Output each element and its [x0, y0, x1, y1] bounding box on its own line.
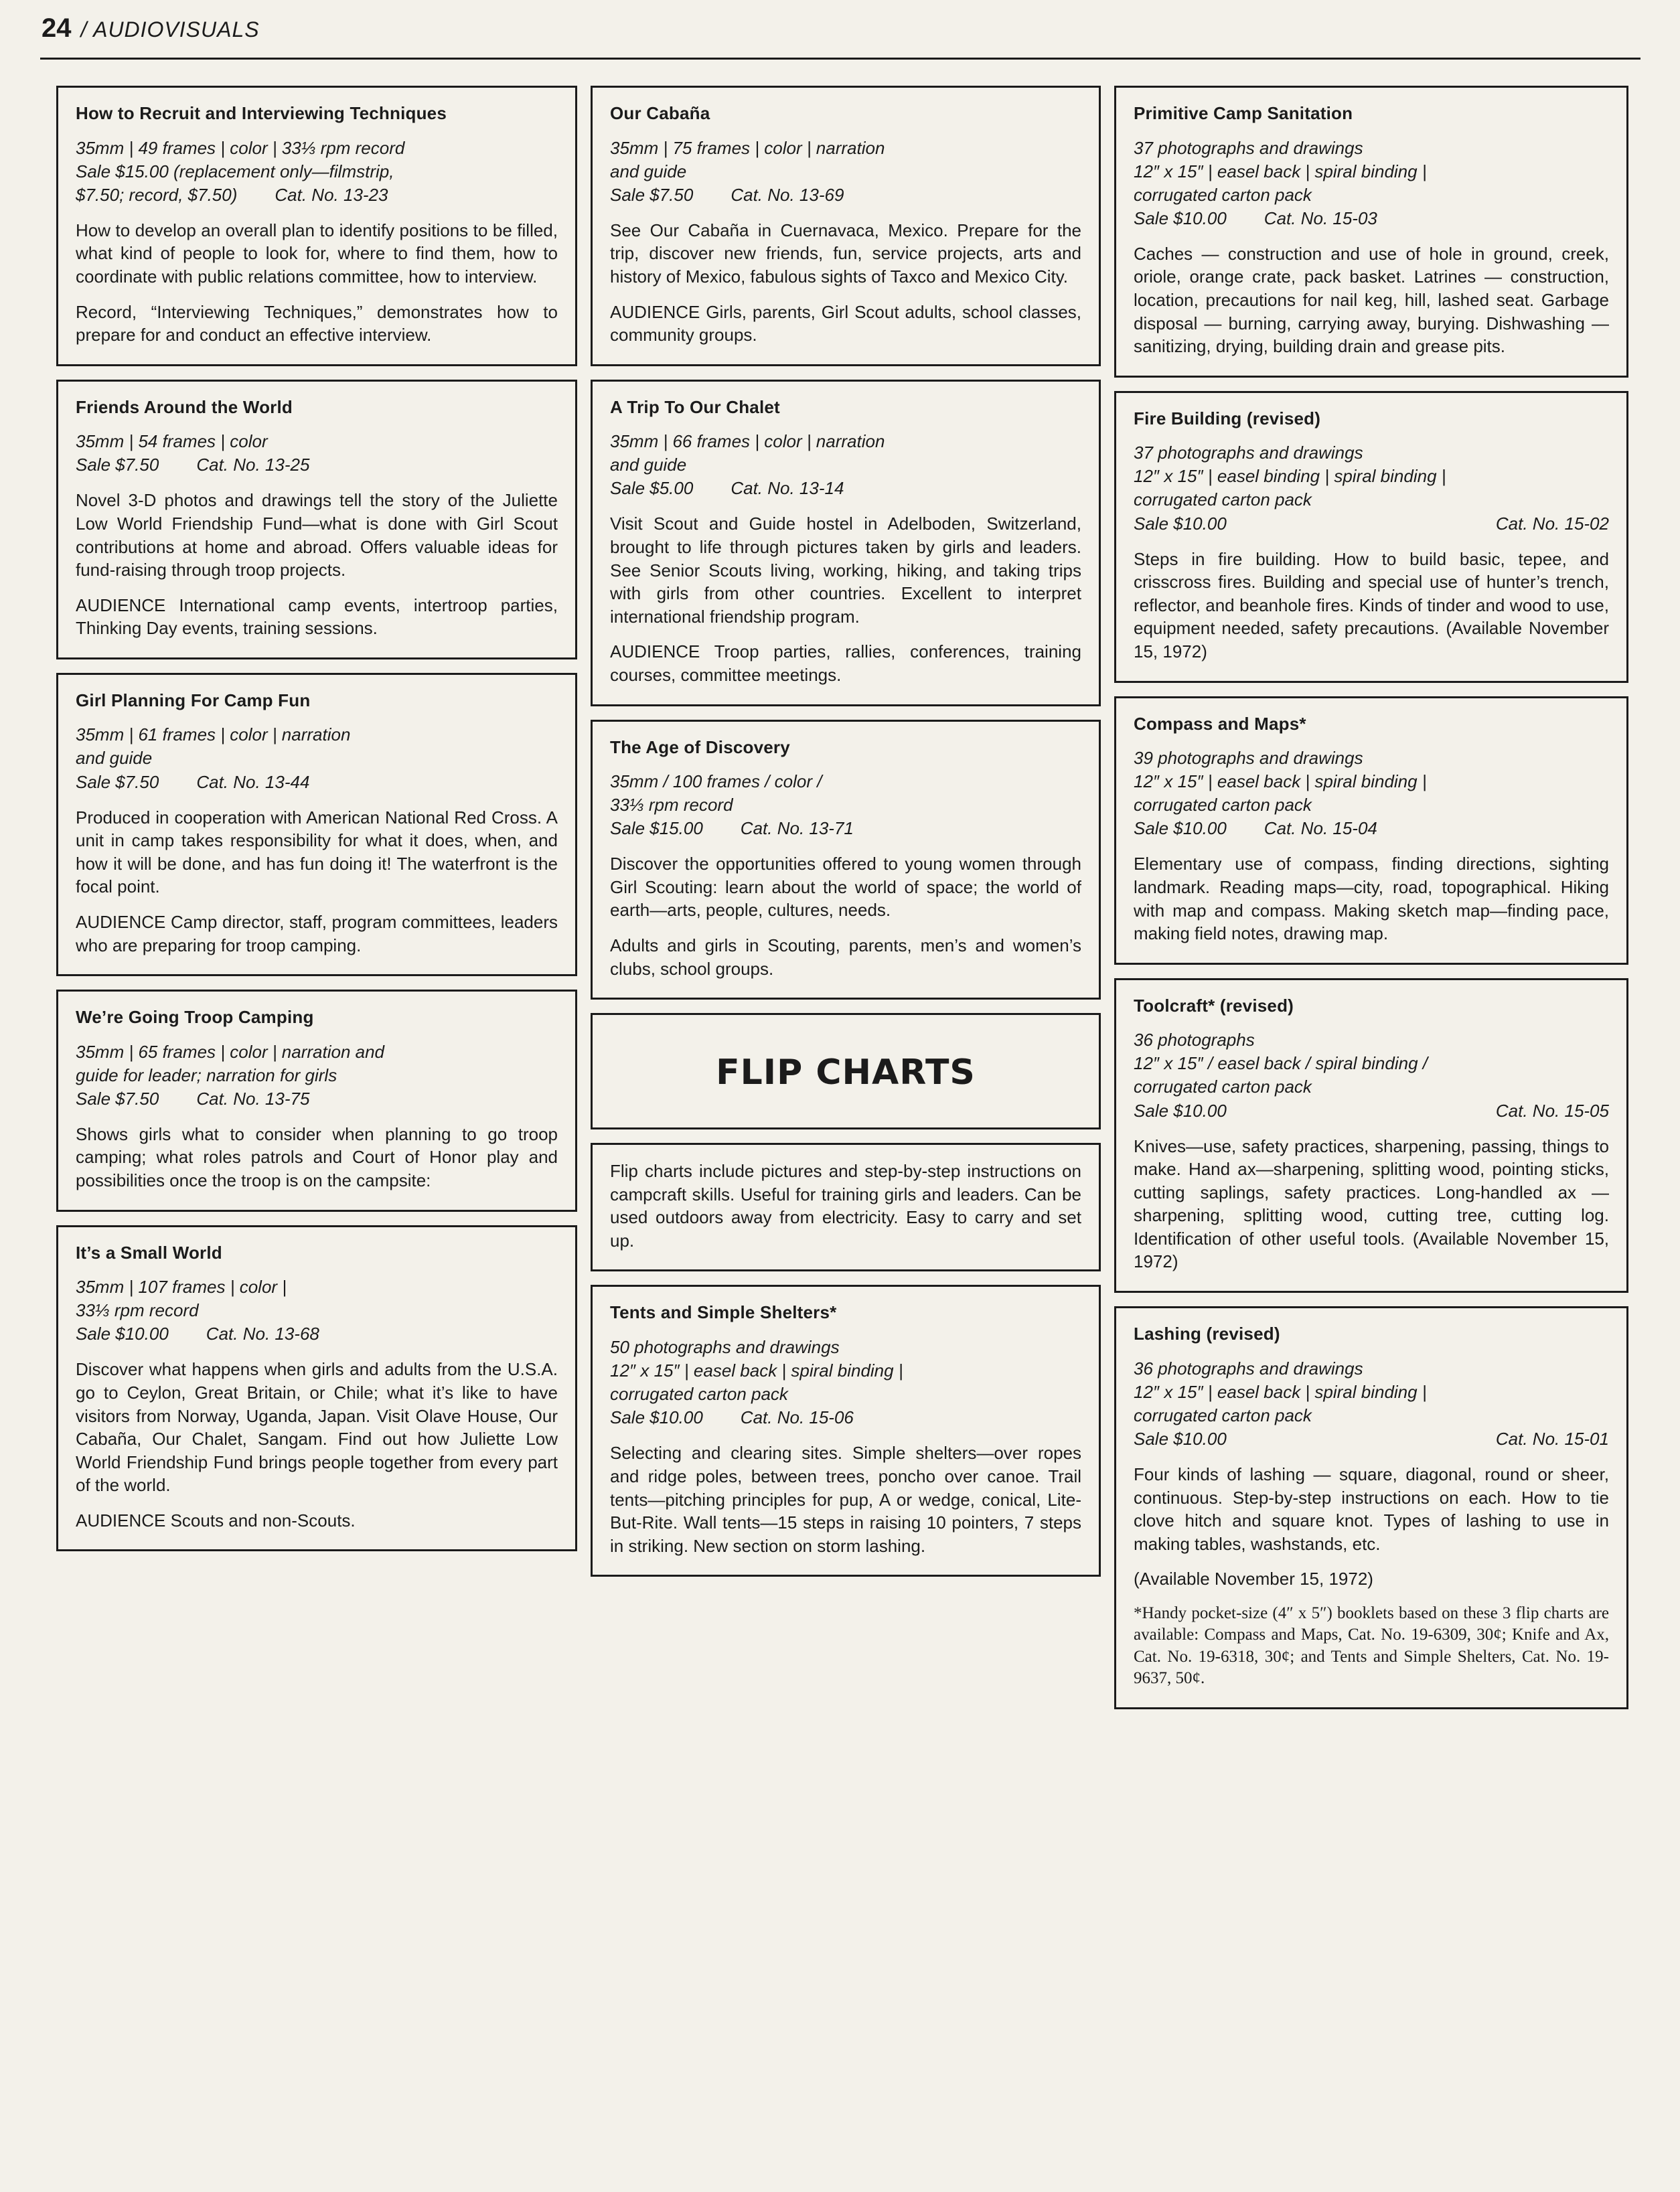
catalog-number: Cat. No. 13-23	[275, 184, 388, 205]
entry-paragraph: How to develop an overall plan to identify positions to be filled, what kind of people to look for, where to find them, how to coordinate with public relations committee, how to interview.	[76, 220, 558, 287]
catalog-number: Cat. No. 13-44	[196, 771, 310, 792]
entry-spec-line: corrugated carton pack	[610, 1384, 788, 1405]
column-3	[1114, 86, 1628, 1709]
entry-spec-line: 36 photographs and drawings	[1134, 1358, 1363, 1379]
catalog-entry	[591, 380, 1101, 706]
entry-title: Compass and Maps*	[1134, 713, 1306, 734]
entry-spec-line: corrugated carton pack	[1134, 489, 1312, 510]
catalog-entry	[1114, 391, 1628, 683]
entry-spec-line: corrugated carton pack	[1134, 184, 1312, 205]
entry-spec-line: Sale $10.00 Cat. No. 13-68	[76, 1322, 558, 1346]
page-title: / AUDIOVISUALS	[80, 17, 260, 42]
entry-spec-line: 12″ x 15″ / easel back / spiral binding /	[1134, 1053, 1428, 1074]
entry-spec-line: Sale $10.00 Cat. No. 15-04	[1134, 817, 1609, 840]
entry-title: Primitive Camp Sanitation	[1134, 103, 1353, 123]
entry-spec-line: 35mm | 75 frames | color | narration	[610, 137, 885, 158]
catalog-number: Cat. No. 13-71	[740, 818, 854, 839]
entry-paragraph: Produced in cooperation with American National Red Cross. A unit in camp takes responsibility for what it does, when, and how it will be done, and has fun doing it! The waterfront is the focal point.	[76, 807, 558, 897]
entry-spec-line: 36 photographs	[1134, 1030, 1255, 1050]
entry-paragraph: Novel 3-D photos and drawings tell the story of the Juliette Low World Friendship Fund—what is done with Girl Scout contributions at home and abroad. Offers valuable ideas for fund-raising through troop projects.	[76, 490, 558, 580]
entry-paragraph: Steps in fire building. How to build basic, tepee, and crisscross fires. Building and special use of hunter’s trench, reflector, and beanhole fires. Kinds of tinder and wood to use, equipment needed, safety precautions. (Available November 15, 1972)	[1134, 548, 1609, 661]
entry-title: We’re Going Troop Camping	[76, 1007, 314, 1028]
entry-spec-line: corrugated carton pack	[1134, 1077, 1312, 1097]
entry-spec-line: Sale $7.50 Cat. No. 13-69	[610, 183, 1081, 207]
entry-spec-line: 12″ x 15″ | easel back | spiral binding |	[1134, 771, 1427, 792]
catalog-number: Cat. No. 15-03	[1264, 208, 1377, 228]
entry-paragraph: Flip charts include pictures and step-by-step instructions on campcraft skills. Useful for training girls and leaders. Can be used outdoors away from electricity. Easy to carry and set up.	[610, 1161, 1081, 1251]
entry-spec-line: 12″ x 15″ | easel back | spiral binding |	[610, 1360, 903, 1381]
entry-spec-line: $7.50; record, $7.50) Cat. No. 13-23	[76, 183, 558, 207]
catalog-entry	[56, 86, 577, 366]
entry-spec-line: 12″ x 15″ | easel binding | spiral binding |	[1134, 466, 1446, 487]
entry-spec-line: 50 photographs and drawings	[610, 1336, 840, 1357]
entry-spec-line: and guide	[76, 748, 153, 769]
entry-title: The Age of Discovery	[610, 736, 790, 757]
entry-spec-line: Sale $5.00 Cat. No. 13-14	[610, 477, 1081, 500]
entry-paragraph: AUDIENCE Scouts and non-Scouts.	[76, 1510, 356, 1531]
entry-spec-line: 35mm / 100 frames / color /	[610, 771, 822, 791]
entry-paragraph: Selecting and clearing sites. Simple shelters—over ropes and ridge poles, between trees, poncho over canoe. Trail tents—pitching principles for pup, A or wedge, conical, Lite-But-Rite. Wall tents—15 steps in raising 10 pointers, 7 steps in striking. New section on storm lashing.	[610, 1443, 1081, 1556]
entry-title: Toolcraft* (revised)	[1134, 995, 1294, 1016]
entry-spec-line: Sale $10.00 Cat. No. 15-03	[1134, 207, 1609, 230]
catalog-number: Cat. No. 13-25	[196, 455, 310, 475]
entry-spec-line: Sale $10.00 Cat. No. 15-02	[1134, 512, 1609, 536]
column-2	[591, 86, 1101, 1709]
entry-specs	[76, 1275, 558, 1346]
entry-specs	[610, 137, 1081, 207]
entry-spec-line: Sale $7.50 Cat. No. 13-25	[76, 453, 558, 477]
column-1	[56, 86, 577, 1709]
entry-title: A Trip To Our Chalet	[610, 396, 780, 417]
entry-spec-line: Sale $7.50 Cat. No. 13-75	[76, 1087, 558, 1111]
entry-paragraph: Caches — construction and use of hole in ground, creek, oriole, orange crate, pack basket. Latrines — construction, location, precautions for nail keg, hill, lashed seat. Garbage disposal — burning, carrying away, burying. Dishwashing — sanitizing, drying, building drain and grease pits.	[1134, 243, 1609, 357]
entry-spec-line: 35mm | 49 frames | color | 33⅓ rpm record	[76, 137, 405, 158]
catalog-entry	[1114, 1306, 1628, 1709]
entry-spec-line: corrugated carton pack	[1134, 795, 1312, 815]
entry-paragraph: Discover what happens when girls and adults from the U.S.A. go to Ceylon, Great Britain, or Chile; what it’s like to have visitors from Norway, Uganda, Japan. Visit Olave House, Our Cabaña, Our Chalet, Sangam. Find out how Juliette Low World Friendship Fund brings people together from every part of the world.	[76, 1359, 558, 1496]
entry-paragraph: Elementary use of compass, finding directions, sighting landmark. Reading maps—city, road, topographical. Hiking with map and compass. Making sketch map—finding pace, making field notes, drawing map.	[1134, 854, 1609, 944]
entry-paragraph: AUDIENCE Troop parties, rallies, conferences, training courses, committee meetings.	[610, 641, 1081, 685]
content-columns	[56, 86, 1628, 1709]
flip-charts-section-heading	[591, 1013, 1101, 1129]
entry-specs	[610, 1336, 1081, 1429]
entry-specs	[1134, 1357, 1609, 1451]
entry-paragraph: AUDIENCE International camp events, intertroop parties, Thinking Day events, training sessions.	[76, 595, 558, 639]
catalog-number: Cat. No. 15-05	[1495, 1100, 1609, 1121]
entry-paragraph: See Our Cabaña in Cuernavaca, Mexico. Prepare for the trip, discover new friends, fun, service projects, arts and history of Mexico, fabulous sights of Taxco and Mexico City.	[610, 220, 1081, 287]
entry-spec-line: and guide	[610, 455, 687, 475]
entry-paragraph: Discover the opportunities offered to young women through Girl Scouting: learn about the world of space; the world of earth—arts, people, cultures, needs.	[610, 854, 1081, 921]
entry-spec-line: Sale $15.00 (replacement only—filmstrip,	[76, 161, 394, 181]
entry-spec-line: guide for leader; narration for girls	[76, 1065, 337, 1085]
entry-paragraph: Shows girls what to consider when planning to go troop camping; what roles patrols and Court of Honor play and possibilities once the troop is on the campsite:	[76, 1123, 558, 1191]
entry-specs	[76, 1040, 558, 1111]
catalog-entry	[56, 380, 577, 659]
entry-spec-line: 12″ x 15″ | easel back | spiral binding |	[1134, 161, 1427, 181]
header-divider	[40, 58, 1640, 60]
entry-specs	[76, 723, 558, 793]
entry-title: It’s a Small World	[76, 1242, 222, 1263]
entry-paragraph: Four kinds of lashing — square, diagonal, round or sheer, continuous. Step-by-step instructions on each. How to tie clove hitch and square knot. Types of lashing to use in making tables, washstands, etc.	[1134, 1464, 1609, 1554]
entry-spec-line: Sale $10.00 Cat. No. 15-06	[610, 1406, 1081, 1429]
entry-specs	[1134, 747, 1609, 840]
entry-specs	[610, 430, 1081, 500]
entry-specs	[76, 137, 558, 207]
entry-paragraph: Visit Scout and Guide hostel in Adelboden, Switzerland, brought to life through pictures taken by girls and leaders. See Senior Scouts living, working, hiking, and taking trips with girls from other countries. Excellent to interpret international friendship program.	[610, 514, 1081, 627]
entry-title: Lashing (revised)	[1134, 1324, 1280, 1344]
entry-specs	[76, 430, 558, 477]
entry-spec-line: 37 photographs and drawings	[1134, 443, 1363, 463]
catalog-entry	[1114, 978, 1628, 1293]
entry-spec-line: 39 photographs and drawings	[1134, 748, 1363, 769]
flip-charts-heading-text: FLIP CHARTS	[716, 1052, 976, 1093]
entry-spec-line: 35mm | 61 frames | color | narration	[76, 724, 351, 745]
catalog-entry	[1114, 696, 1628, 965]
catalog-number: Cat. No. 15-02	[1495, 513, 1609, 534]
entry-spec-line: 37 photographs and drawings	[1134, 137, 1363, 158]
entry-paragraph: AUDIENCE Girls, parents, Girl Scout adults, school classes, community groups.	[610, 301, 1081, 345]
entry-paragraph: AUDIENCE Camp director, staff, program committees, leaders who are preparing for troop camping.	[76, 911, 558, 955]
entry-title: How to Recruit and Interviewing Techniques	[76, 103, 447, 123]
catalog-number: Cat. No. 13-69	[731, 184, 844, 205]
entry-specs	[1134, 137, 1609, 230]
entry-specs	[1134, 1028, 1609, 1122]
entry-specs	[1134, 441, 1609, 535]
entry-spec-line: 33⅓ rpm record	[610, 795, 733, 815]
catalog-entry	[591, 86, 1101, 366]
entry-paragraph: Adults and girls in Scouting, parents, men’s and women’s clubs, school groups.	[610, 935, 1081, 979]
catalog-number: Cat. No. 13-68	[206, 1324, 319, 1344]
catalog-entry	[591, 720, 1101, 1000]
entry-spec-line: 35mm | 54 frames | color	[76, 431, 268, 452]
entry-paragraph: Record, “Interviewing Techniques,” demonstrates how to prepare for and conduct an effective interview.	[76, 301, 558, 345]
catalog-entry	[56, 990, 577, 1212]
entry-spec-line: and guide	[610, 161, 687, 181]
catalog-entry	[591, 1285, 1101, 1577]
catalog-entry	[56, 1225, 577, 1552]
catalog-entry	[56, 673, 577, 976]
entry-spec-line: Sale $10.00 Cat. No. 15-01	[1134, 1427, 1609, 1451]
entry-footnote: *Handy pocket-size (4″ x 5″) booklets based on these 3 flip charts are available: Compass and Maps, Cat. No. 19-6309, 30¢; Knife and Ax, Cat. No. 19-6318, 30¢; and Tents and Simple Shelters, Cat. No. 19-9637, 50¢.	[1134, 1603, 1609, 1688]
entry-spec-line: 33⅓ rpm record	[76, 1300, 199, 1321]
catalog-entry	[591, 1143, 1101, 1271]
entry-spec-line: 35mm | 66 frames | color | narration	[610, 431, 885, 452]
catalog-number: Cat. No. 15-06	[740, 1407, 854, 1428]
entry-title: Girl Planning For Camp Fun	[76, 690, 311, 710]
catalog-number: Cat. No. 15-01	[1495, 1428, 1609, 1449]
entry-spec-line: 35mm | 65 frames | color | narration and	[76, 1041, 385, 1062]
entry-spec-line: 12″ x 15″ | easel back | spiral binding |	[1134, 1381, 1427, 1402]
page-header	[42, 13, 260, 44]
entry-title: Tents and Simple Shelters*	[610, 1302, 837, 1323]
catalog-number: Cat. No. 13-14	[731, 478, 844, 499]
entry-paragraph: Knives—use, safety practices, sharpening, passing, things to make. Hand ax—sharpening, splitting wood, pointing sticks, cutting saplings, safety practices. Long-handled ax —sharpening, splitting wood, cutting tree, cutting log. Identification of other useful tools. (Available November 15, 1972)	[1134, 1136, 1609, 1272]
entry-spec-line: Sale $15.00 Cat. No. 13-71	[610, 817, 1081, 840]
catalog-entry	[1114, 86, 1628, 378]
entry-spec-line: corrugated carton pack	[1134, 1405, 1312, 1425]
entry-specs	[610, 770, 1081, 840]
entry-title: Fire Building (revised)	[1134, 408, 1321, 428]
catalog-number: Cat. No. 13-75	[196, 1088, 310, 1109]
entry-spec-line: Sale $7.50 Cat. No. 13-44	[76, 771, 558, 794]
entry-title: Friends Around the World	[76, 396, 293, 417]
page-number: 24	[42, 13, 72, 43]
entry-paragraph: (Available November 15, 1972)	[1134, 1569, 1373, 1589]
entry-spec-line: 35mm | 107 frames | color |	[76, 1277, 287, 1298]
catalog-number: Cat. No. 15-04	[1264, 818, 1377, 839]
entry-spec-line: Sale $10.00 Cat. No. 15-05	[1134, 1099, 1609, 1123]
entry-title: Our Cabaña	[610, 103, 710, 123]
